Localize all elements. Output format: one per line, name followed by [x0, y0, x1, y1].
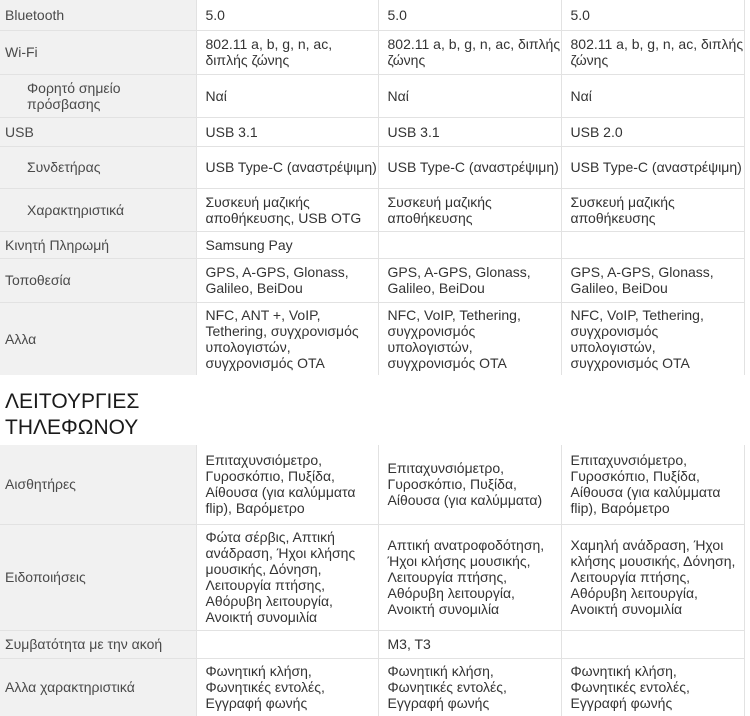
spec-label: Συνδετήρας: [0, 146, 196, 188]
spec-row-bluetooth: [0, 0, 744, 30]
spec-value: NFC, ANT +, VoIP, Tethering, συγχρονισμός υπολογιστών, συγχρονισμός OTA: [196, 302, 378, 375]
spec-value: USB Type-C (αναστρέψιμη): [378, 146, 561, 188]
spec-row-location: [0, 258, 744, 302]
spec-row-hearing-compat: [0, 630, 744, 658]
spec-value: Φωνητική κλήση, Φωνητικές εντολές, Εγγραφή φωνής: [196, 658, 378, 716]
spec-value: USB 3.1: [196, 117, 378, 146]
spec-value: Χαμηλή ανάδραση, Ήχοι κλήσης μουσικής, Δόνηση, Λειτουργία πτήσης, Αθόρυβη λειτουργία, Ανοικτή συνομιλία: [561, 524, 744, 630]
spec-label: Wi-Fi: [0, 30, 196, 74]
spec-value: Ναί: [196, 74, 378, 117]
spec-value: [196, 630, 378, 658]
spec-value: M3, T3: [378, 630, 561, 658]
spec-value: 5.0: [561, 0, 744, 30]
spec-value: 802.11 a, b, g, n, ac, διπλής ζώνης: [561, 30, 744, 74]
spec-value: Συσκευή μαζικής αποθήκευσης: [561, 188, 744, 231]
spec-value: Συσκευή μαζικής αποθήκευσης: [378, 188, 561, 231]
section-header-row: [0, 375, 744, 445]
spec-label: Χαρακτηριστικά: [0, 188, 196, 231]
spec-value: Samsung Pay: [196, 231, 378, 258]
spec-value: [378, 231, 561, 258]
spec-value: 802.11 a, b, g, n, ac, διπλής ζώνης: [196, 30, 378, 74]
spec-value: Επιταχυνσιόμετρο, Γυροσκόπιο, Πυξίδα, Αίθουσα (για καλύμματα): [378, 445, 561, 524]
spec-label: Κινητή Πληρωμή: [0, 231, 196, 258]
spec-value: 5.0: [378, 0, 561, 30]
spec-value: NFC, VoIP, Tethering, συγχρονισμός υπολογιστών, συγχρονισμός OTA: [378, 302, 561, 375]
spec-value: Φωνητική κλήση, Φωνητικές εντολές, Εγγραφή φωνής: [561, 658, 744, 716]
spec-value: USB Type-C (αναστρέψιμη): [196, 146, 378, 188]
spec-value: GPS, A-GPS, Glonass, Galileo, BeiDou: [378, 258, 561, 302]
spec-row-other-features: [0, 658, 744, 716]
spec-row-notifications: [0, 524, 744, 630]
spec-value: USB Type-C (αναστρέψιμη): [561, 146, 744, 188]
spec-row-hotspot: [0, 74, 744, 117]
spec-label: USB: [0, 117, 196, 146]
spec-value: GPS, A-GPS, Glonass, Galileo, BeiDou: [196, 258, 378, 302]
spec-value: USB 2.0: [561, 117, 744, 146]
spec-row-other: [0, 302, 744, 375]
spec-row-wifi: [0, 30, 744, 74]
section-title: ΛΕΙΤΟΥΡΓΙΕΣ ΤΗΛΕΦΩΝΟΥ: [5, 390, 140, 439]
spec-value: Φωνητική κλήση, Φωνητικές εντολές, Εγγραφή φωνής: [378, 658, 561, 716]
spec-value: NFC, VoIP, Tethering, συγχρονισμός υπολογιστών, συγχρονισμός OTA: [561, 302, 744, 375]
spec-label: Αισθητήρες: [0, 445, 196, 524]
spec-value: Ναί: [561, 74, 744, 117]
spec-row-usb-features: [0, 188, 744, 231]
spec-value: USB 3.1: [378, 117, 561, 146]
spec-value: GPS, A-GPS, Glonass, Galileo, BeiDou: [561, 258, 744, 302]
spec-row-usb: [0, 117, 744, 146]
spec-row-sensors: [0, 445, 744, 524]
spec-value: [561, 630, 744, 658]
spec-value: Επιταχυνσιόμετρο, Γυροσκόπιο, Πυξίδα, Αίθουσα (για καλύμματα flip), Βαρόμετρο: [196, 445, 378, 524]
spec-value: Φώτα σέρβις, Απτική ανάδραση, Ήχοι κλήσης μουσικής, Δόνηση, Λειτουργία πτήσης, Αθόρυβη λειτουργία, Ανοικτή συνομιλία: [196, 524, 378, 630]
spec-value: Απτική ανατροφοδότηση, Ήχοι κλήσης μουσικής, Λειτουργία πτήσης, Αθόρυβη λειτουργία, Ανοικτή συνομιλία: [378, 524, 561, 630]
spec-label: Φορητό σημείο πρόσβασης: [0, 74, 196, 117]
spec-value: [561, 231, 744, 258]
spec-label: Ειδοποιήσεις: [0, 524, 196, 630]
spec-label: Συμβατότητα με την ακοή: [0, 630, 196, 658]
spec-value: Ναί: [378, 74, 561, 117]
spec-row-mobile-payment: [0, 231, 744, 258]
section-header-cell: [0, 375, 744, 445]
spec-label: Αλλα: [0, 302, 196, 375]
spec-label: Αλλα χαρακτηριστικά: [0, 658, 196, 716]
spec-value: 802.11 a, b, g, n, ac, διπλής ζώνης: [378, 30, 561, 74]
spec-label: Τοποθεσία: [0, 258, 196, 302]
spec-label: Bluetooth: [0, 0, 196, 30]
spec-value: Επιταχυνσιόμετρο, Γυροσκόπιο, Πυξίδα, Αίθουσα (για καλύμματα flip), Βαρόμετρο: [561, 445, 744, 524]
spec-value: 5.0: [196, 0, 378, 30]
spec-value: Συσκευή μαζικής αποθήκευσης, USB OTG: [196, 188, 378, 231]
spec-row-connector: [0, 146, 744, 188]
